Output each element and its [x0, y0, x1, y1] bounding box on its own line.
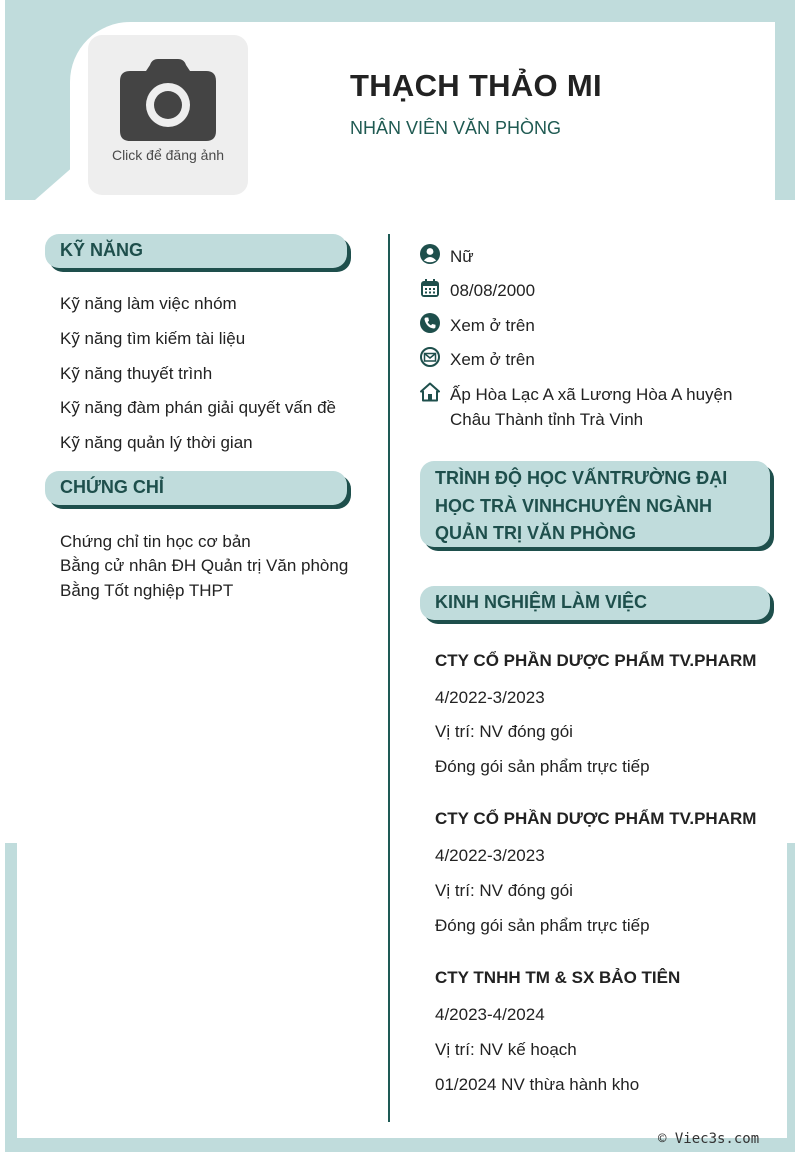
job-period: 4/2022-3/2023 — [435, 688, 545, 707]
header-wedge — [35, 165, 75, 200]
skills-title: KỸ NĂNG — [60, 240, 144, 260]
job-description: Đóng gói sản phẩm trực tiếp — [435, 757, 650, 776]
job-period: 4/2023-4/2024 — [435, 1005, 545, 1024]
photo-upload[interactable] — [88, 35, 248, 195]
job-period: 4/2022-3/2023 — [435, 846, 545, 865]
certificate-item: Bằng Tốt nghiệp THPT — [60, 581, 234, 600]
camera-icon — [120, 57, 216, 141]
skill-item: Kỹ năng thuyết trình — [60, 364, 213, 383]
skill-item: Kỹ năng tìm kiếm tài liệu — [60, 329, 246, 348]
skill-item: Kỹ năng quản lý thời gian — [60, 433, 253, 452]
skill-item: Kỹ năng đàm phán giải quyết vấn đề — [60, 398, 336, 417]
phone-value: Xem ở trên — [450, 316, 535, 335]
candidate-role: NHÂN VIÊN VĂN PHÒNG — [350, 118, 562, 138]
photo-upload-label: Click để đăng ảnh — [111, 147, 225, 163]
experience-header — [420, 586, 770, 620]
skill-item: Kỹ năng làm việc nhóm — [60, 294, 237, 313]
job-position: Vị trí: NV đóng gói — [435, 881, 573, 900]
job-company: CTY CỔ PHẦN DƯỢC PHẨM TV.PHARM — [435, 809, 757, 828]
calendar-icon — [420, 278, 440, 298]
address-line-2: Châu Thành tỉnh Trà Vinh — [450, 410, 644, 429]
left-border-strip — [5, 843, 17, 1152]
certificate-item: Bằng cử nhân ĐH Quản trị Văn phòng — [60, 556, 349, 575]
skills-header — [45, 234, 347, 268]
phone-icon — [420, 313, 440, 333]
job-position: Vị trí: NV kế hoạch — [435, 1040, 577, 1059]
job-company: CTY TNHH TM & SX BẢO TIÊN — [435, 968, 681, 987]
home-icon — [420, 382, 440, 402]
job-description: Đóng gói sản phẩm trực tiếp — [435, 916, 650, 935]
user-icon — [420, 244, 440, 264]
job-company: CTY CỔ PHẦN DƯỢC PHẨM TV.PHARM — [435, 651, 757, 670]
gender-value: Nữ — [450, 247, 474, 266]
address-line-1: Ấp Hòa Lạc A xã Lương Hòa A huyện — [450, 385, 733, 404]
certificates-header — [45, 471, 347, 505]
education-header — [420, 461, 770, 547]
certificates-title: CHỨNG CHỈ — [60, 477, 164, 497]
mail-icon — [420, 347, 440, 367]
email-value: Xem ở trên — [450, 350, 535, 369]
experience-title: KINH NGHIỆM LÀM VIỆC — [435, 592, 648, 612]
job-description: 01/2024 NV thừa hành kho — [435, 1075, 640, 1094]
candidate-name: THẠCH THẢO MI — [350, 68, 602, 103]
right-border-strip — [787, 843, 795, 1152]
job-position: Vị trí: NV đóng gói — [435, 722, 573, 741]
certificate-item: Chứng chỉ tin học cơ bản — [60, 532, 251, 551]
copyright-notice: © Viec3s.com — [658, 1131, 760, 1147]
birthday-value: 08/08/2000 — [450, 281, 536, 300]
column-divider — [388, 234, 390, 1122]
education-title: TRÌNH ĐỘ HỌC VẤNTRƯỜNG ĐẠI HỌC TRÀ VINHCHUYÊN NGÀNH QUẢN TRỊ VĂN PHÒNG — [435, 468, 728, 543]
